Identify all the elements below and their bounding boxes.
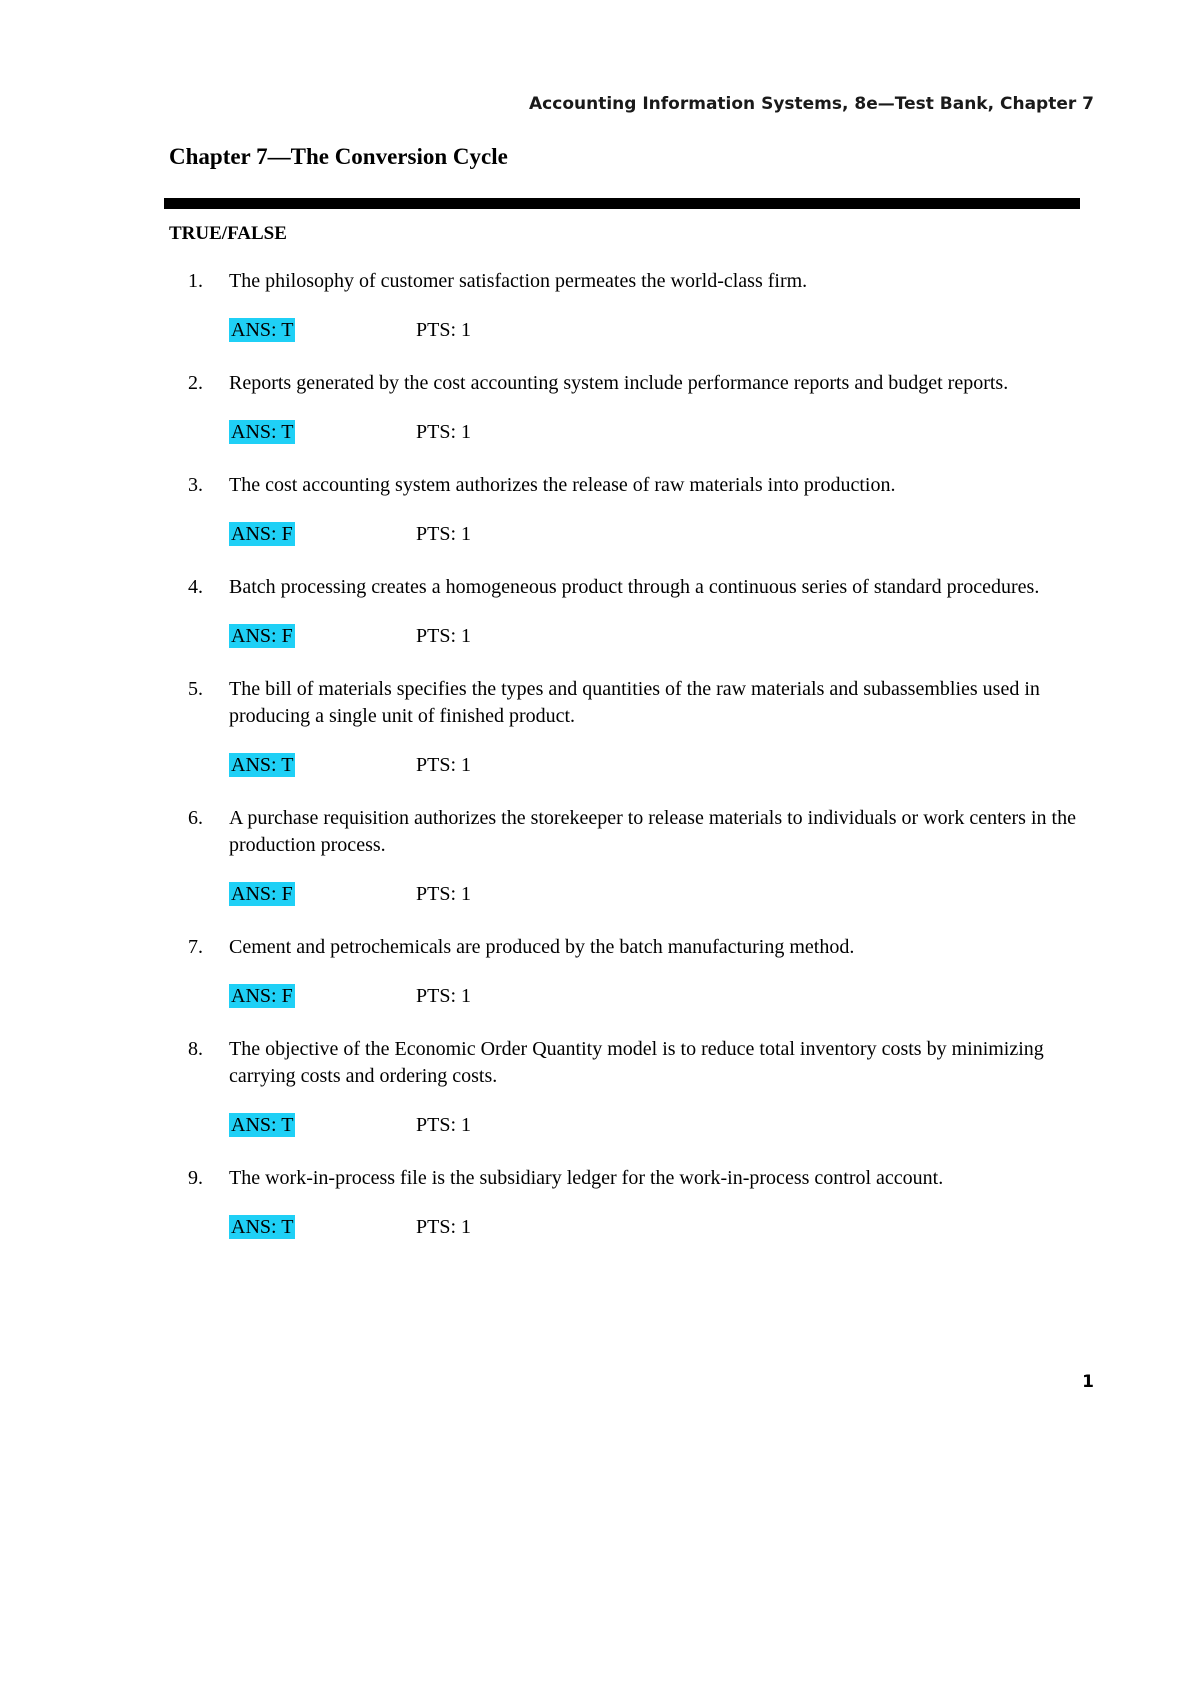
question-item	[0, 574, 1200, 650]
chapter-title: Chapter 7—The Conversion Cycle	[169, 144, 508, 169]
answer-highlight: ANS: T	[231, 1114, 294, 1136]
question-item	[0, 370, 1200, 446]
answer-highlight: ANS: F	[231, 985, 293, 1007]
points-label: PTS: 1	[416, 523, 472, 545]
question-text: The bill of materials specifies the types and quantities of the raw materials and subassemblies used in producing a single unit of finished product.	[229, 678, 1040, 727]
question-text: Batch processing creates a homogeneous product through a continuous series of standard procedures.	[229, 576, 1040, 598]
question-number: 6.	[188, 807, 203, 829]
answer-highlight: ANS: F	[231, 625, 293, 647]
question-number: 1.	[188, 270, 203, 292]
points-label: PTS: 1	[416, 883, 472, 905]
question-text: Cement and petrochemicals are produced by the batch manufacturing method.	[229, 936, 855, 958]
points-label: PTS: 1	[416, 754, 472, 776]
question-item	[0, 805, 1200, 908]
question-text: Reports generated by the cost accounting system include performance reports and budget reports.	[229, 372, 1009, 394]
points-label: PTS: 1	[416, 421, 472, 443]
question-text: The work-in-process file is the subsidiary ledger for the work-in-process control account.	[229, 1167, 944, 1189]
running-header: Accounting Information Systems, 8e—Test Bank, Chapter 7	[529, 94, 1094, 114]
question-number: 3.	[188, 474, 203, 496]
question-number: 8.	[188, 1038, 203, 1060]
question-item	[0, 1036, 1200, 1139]
points-label: PTS: 1	[416, 625, 472, 647]
page-number: 1	[1082, 1372, 1094, 1392]
answer-highlight: ANS: F	[231, 883, 293, 905]
question-number: 5.	[188, 678, 203, 700]
question-number: 4.	[188, 576, 203, 598]
answer-highlight: ANS: T	[231, 319, 294, 341]
answer-highlight: ANS: T	[231, 1216, 294, 1238]
answer-highlight: ANS: F	[231, 523, 293, 545]
question-number: 7.	[188, 936, 203, 958]
question-item	[0, 472, 1200, 548]
question-text: A purchase requisition authorizes the storekeeper to release materials to individuals or work centers in the production process.	[229, 807, 1076, 856]
question-item	[0, 934, 1200, 1010]
question-item	[0, 1165, 1200, 1241]
points-label: PTS: 1	[416, 1216, 472, 1238]
points-label: PTS: 1	[416, 985, 472, 1007]
section-heading: TRUE/FALSE	[169, 223, 287, 244]
title-rule	[164, 198, 1080, 209]
points-label: PTS: 1	[416, 1114, 472, 1136]
question-text: The philosophy of customer satisfaction permeates the world-class firm.	[229, 270, 808, 292]
question-number: 2.	[188, 372, 203, 394]
question-text: The objective of the Economic Order Quantity model is to reduce total inventory costs by minimizing carrying costs and ordering costs.	[229, 1038, 1044, 1087]
question-item	[0, 676, 1200, 779]
answer-highlight: ANS: T	[231, 754, 294, 776]
answer-highlight: ANS: T	[231, 421, 294, 443]
question-text: The cost accounting system authorizes the release of raw materials into production.	[229, 474, 896, 496]
points-label: PTS: 1	[416, 319, 472, 341]
question-number: 9.	[188, 1167, 203, 1189]
question-item	[0, 268, 1200, 344]
question-list	[0, 268, 1200, 1267]
